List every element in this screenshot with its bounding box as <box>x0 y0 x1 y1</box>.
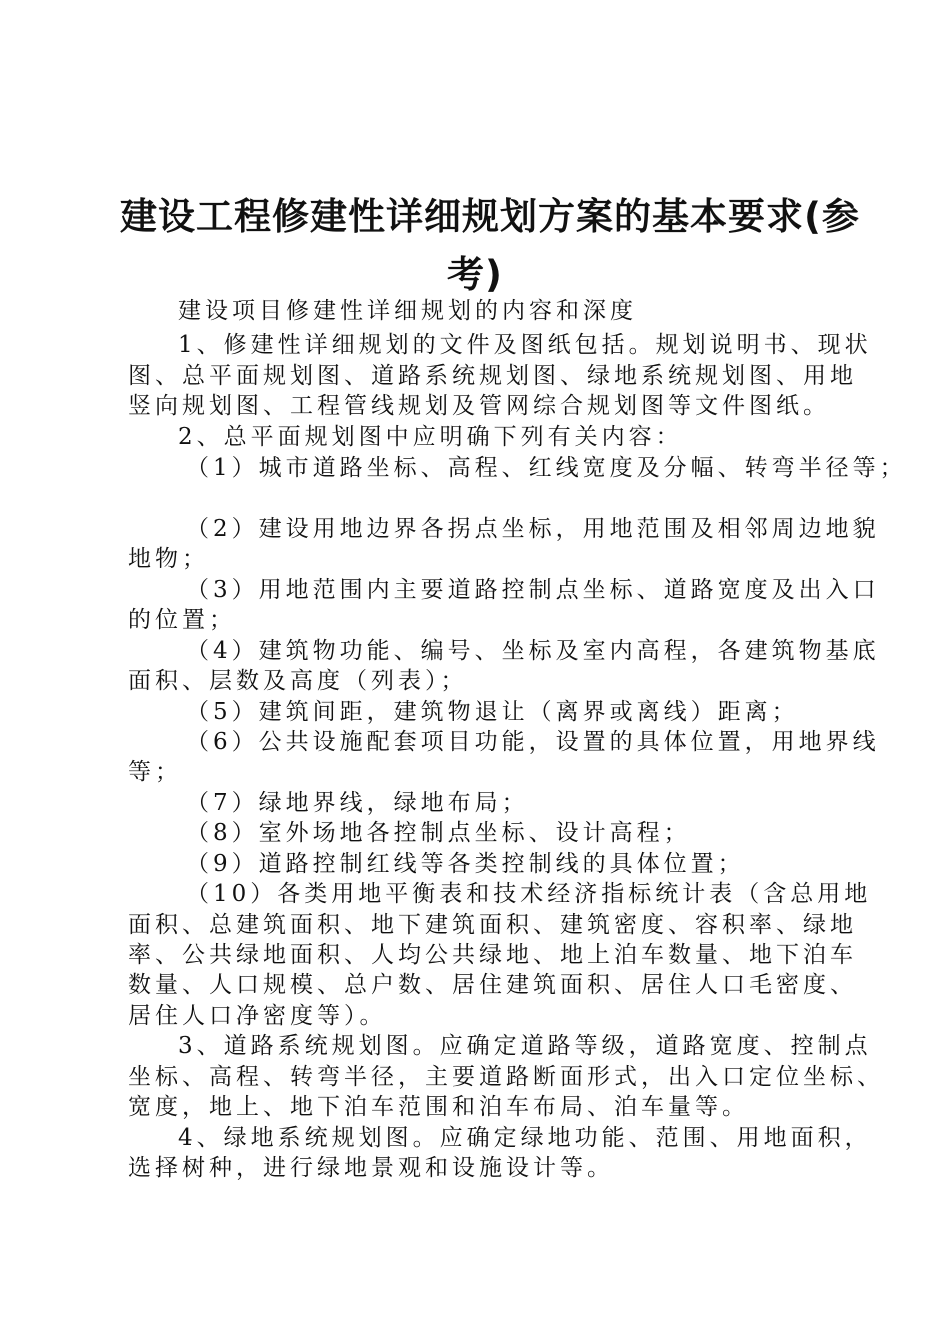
paragraph-line: 选择树种，进行绿地景观和设施设计等。 <box>128 1155 614 1181</box>
list-item-line: 面积、总建筑面积、地下建筑面积、建筑密度、容积率、绿地 <box>128 912 857 938</box>
list-item-line: 等； <box>128 759 182 785</box>
list-item-line: （10）各类用地平衡表和技术经济指标统计表（含总用地 <box>186 881 872 907</box>
list-item-line: （3）用地范围内主要道路控制点坐标、道路宽度及出入口 <box>186 577 880 603</box>
list-item-line: （5）建筑间距，建筑物退让（离界或离线）距离； <box>186 699 799 725</box>
list-item-line: 居住人口净密度等）。 <box>128 1003 387 1029</box>
list-item-line: 地物； <box>128 546 209 572</box>
list-item-line: （1）城市道路坐标、高程、红线宽度及分幅、转弯半径等； <box>186 455 907 481</box>
list-item-line: （2）建设用地边界各拐点坐标，用地范围及相邻周边地貌 <box>186 516 880 542</box>
list-item-line: 的位置； <box>128 607 236 633</box>
paragraph-line: 3、道路系统规划图。应确定道路等级，道路宽度、控制点 <box>178 1033 872 1059</box>
list-item-line: （4）建筑物功能、编号、坐标及室内高程，各建筑物基底 <box>186 638 880 664</box>
paragraph-line: 坐标、高程、转弯半径，主要道路断面形式，出入口定位坐标、 <box>128 1064 884 1090</box>
paragraph-line: 2、总平面规划图中应明确下列有关内容： <box>178 424 683 450</box>
list-item-line: （9）道路控制红线等各类控制线的具体位置； <box>186 851 745 877</box>
document-title-line-1: 建设工程修建性详细规划方案的基本要求(参 <box>120 195 860 238</box>
document-title-line-2: 考) <box>447 253 503 296</box>
list-item-line: 率、公共绿地面积、人均公共绿地、地上泊车数量、地下泊车 <box>128 942 857 968</box>
list-item-line: （7）绿地界线，绿地布局； <box>186 790 529 816</box>
list-item-line: （6）公共设施配套项目功能，设置的具体位置，用地界线 <box>186 729 880 755</box>
paragraph-line: 竖向规划图、工程管线规划及管网综合规划图等文件图纸。 <box>128 393 830 419</box>
list-item-line: （8）室外场地各控制点坐标、设计高程； <box>186 820 691 846</box>
paragraph-line: 图、总平面规划图、道路系统规划图、绿地系统规划图、用地 <box>128 363 857 389</box>
list-item-line: 数量、人口规模、总户数、居住建筑面积、居住人口毛密度、 <box>128 972 857 998</box>
paragraph-line: 4、绿地系统规划图。应确定绿地功能、范围、用地面积， <box>178 1125 872 1151</box>
section-heading: 建设项目修建性详细规划的内容和深度 <box>178 298 637 324</box>
paragraph-line: 1、修建性详细规划的文件及图纸包括。规划说明书、现状 <box>178 332 872 358</box>
paragraph-line: 宽度，地上、地下泊车范围和泊车布局、泊车量等。 <box>128 1094 749 1120</box>
list-item-line: 面积、层数及高度（列表）； <box>128 668 468 694</box>
